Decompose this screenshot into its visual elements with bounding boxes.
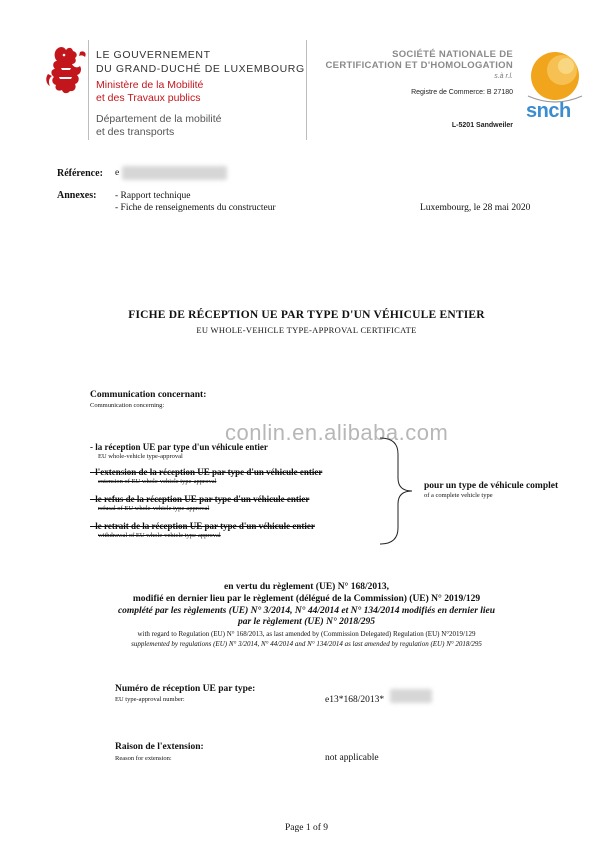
certificate-title: FICHE DE RÉCEPTION UE PAR TYPE D'UN VÉHICULE ENTIER bbox=[128, 309, 485, 321]
vehicle-type-label-en: of a complete vehicle type bbox=[424, 492, 493, 499]
snch-logo-text: snch bbox=[526, 100, 571, 122]
ministry-line-2: et des Travaux publics bbox=[96, 92, 201, 104]
regulation-line-2: modifié en dernier lieu par le règlement (délégué de la Commission) (UE) N° 2019/129 bbox=[132, 594, 481, 604]
vehicle-type-label: pour un type de véhicule complet bbox=[424, 481, 559, 491]
page-number: Page 1 of 9 bbox=[284, 823, 328, 833]
department-line-1: Département de la mobilité bbox=[96, 113, 222, 125]
extension-reason-label-en: Reason for extension: bbox=[115, 755, 172, 762]
approval-number-redaction bbox=[390, 689, 432, 703]
curly-brace bbox=[376, 436, 416, 546]
comm-item-approval: - la réception UE par type d'un véhicule entier bbox=[90, 442, 268, 452]
comm-item-extension: - l'extension de la réception UE par type d'un véhicule entier bbox=[90, 467, 323, 477]
snch-logo bbox=[524, 46, 586, 128]
luxembourg-lion-icon bbox=[44, 44, 88, 96]
snch-registry: Registre de Commerce: B 27180 bbox=[411, 89, 513, 96]
comm-item-approval-en: EU whole-vehicle type-approval bbox=[98, 453, 183, 460]
regulation-line-4: par le règlement (UE) N° 2018/295 bbox=[237, 617, 376, 627]
extension-reason-value: not applicable bbox=[325, 753, 379, 763]
regulation-line-3: complété par les règlements (UE) N° 3/2014, N° 44/2014 et N° 134/2014 modifiés en dernier lieu bbox=[117, 606, 496, 616]
annexes-label: Annexes: bbox=[57, 190, 97, 201]
extension-reason-label: Raison de l'extension: bbox=[115, 742, 204, 752]
government-line-2: DU GRAND-DUCHÉ DE LUXEMBOURG bbox=[96, 63, 305, 75]
approval-number-value: e13*168/2013* bbox=[325, 695, 385, 705]
header-divider-left bbox=[88, 40, 89, 140]
watermark: conlin.en.alibaba.com bbox=[225, 420, 449, 445]
ministry-line-1: Ministère de la Mobilité bbox=[96, 79, 204, 91]
approval-number-label: Numéro de réception UE par type: bbox=[115, 684, 256, 694]
place-date: Luxembourg, le 28 mai 2020 bbox=[420, 203, 531, 213]
annex-item-2: - Fiche de renseignements du constructeur bbox=[115, 203, 276, 213]
comm-item-extension-en: extension of EU whole-vehicle type-approval bbox=[98, 478, 217, 485]
snch-legal-form: s.à r.l. bbox=[494, 73, 513, 80]
regulation-line-1: en vertu du règlement (UE) N° 168/2013, bbox=[223, 582, 389, 592]
regulation-en-line-1: with regard to Regulation (EU) N° 168/2013, as last amended by (Commission Delegated) Regulation (EU) N°2019/129 bbox=[137, 630, 476, 638]
snch-address: L-5201 Sandweiler bbox=[451, 122, 513, 129]
regulation-en-line-2: supplemented by regulations (EU) N° 3/2014, N° 44/2014 and N° 134/2014 as last amended by regulation (EU) N° 2018/295 bbox=[131, 640, 482, 648]
annex-item-1: - Rapport technique bbox=[115, 191, 191, 201]
communication-label: Communication concernant: bbox=[90, 390, 207, 400]
government-line-1: LE GOUVERNEMENT bbox=[96, 49, 211, 61]
header-divider-center bbox=[306, 40, 307, 140]
certificate-subtitle: EU WHOLE-VEHICLE TYPE-APPROVAL CERTIFICATE bbox=[196, 325, 417, 335]
department-line-2: et des transports bbox=[96, 126, 175, 138]
comm-item-refusal-en: refusal of EU whole-vehicle type-approval bbox=[98, 505, 210, 512]
approval-number-label-en: EU type-approval number: bbox=[115, 696, 185, 703]
comm-item-withdrawal: - le retrait de la réception UE par type d'un véhicule entier bbox=[90, 521, 315, 531]
snch-name-line-1: SOCIÉTÉ NATIONALE DE bbox=[392, 49, 513, 60]
comm-item-refusal: - le refus de la réception UE par type d'un véhicule entier bbox=[90, 494, 310, 504]
reference-value: e bbox=[115, 168, 120, 178]
snch-name-line-2: CERTIFICATION ET D'HOMOLOGATION bbox=[325, 60, 513, 71]
comm-item-withdrawal-en: withdrawal of EU whole-vehicle type-approval bbox=[98, 532, 221, 539]
reference-label: Référence: bbox=[57, 168, 103, 179]
communication-label-en: Communication concerning: bbox=[90, 402, 165, 409]
reference-redaction bbox=[122, 166, 227, 180]
